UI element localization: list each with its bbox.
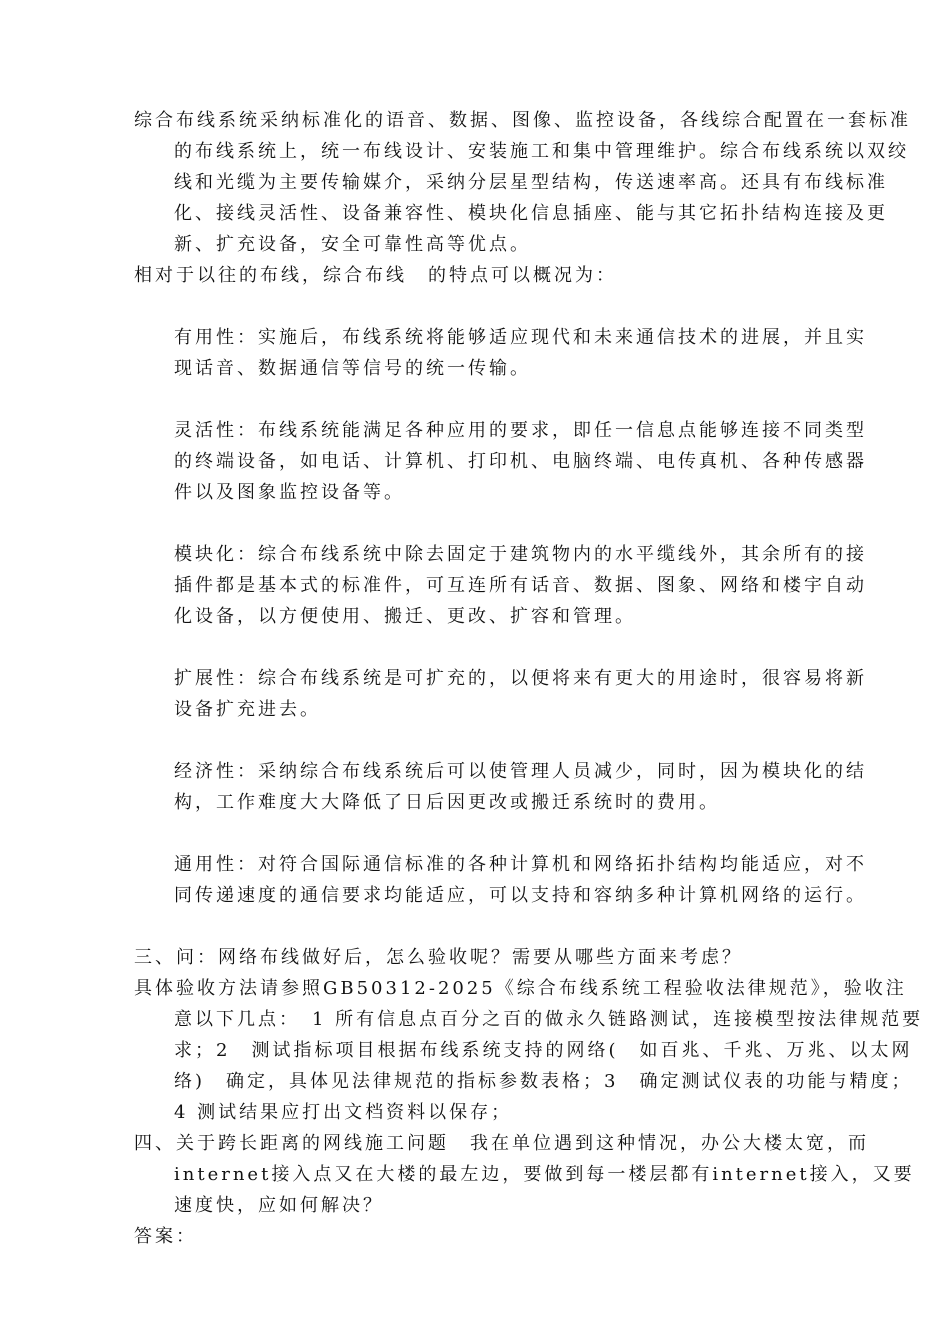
question-4: 四、关于跨长距离的网线施工问题 我在单位遇到这种情况，办公大楼太宽，而internet接入点又在大楼的最左边，要做到每一楼层都有internet接入，又要速度快，应如何解决？	[134, 1133, 915, 1216]
feature-flexibility: 灵活性：布线系统能满足各种应用的要求，即任一信息点能够连接不同类型的终端设备，如电话、计算机、打印机、电脑终端、电传真机、各种传感器件以及图象监控设备等。	[174, 420, 867, 503]
feature-modularity: 模块化：综合布线系统中除去固定于建筑物内的水平缆线外，其余所有的接插件都是基本式的标准件，可互连所有话音、数据、图象、网络和楼宇自动化设备，以方便使用、搬迁、更改、扩容和管理。	[174, 544, 867, 627]
feature-universality: 通用性：对符合国际通信标准的各种计算机和网络拓扑结构均能适应，对不同传递速度的通信要求均能适应，可以支持和容纳多种计算机网络的运行。	[174, 854, 867, 906]
features-heading: 相对于以往的布线，综合布线 的特点可以概况为：	[134, 265, 617, 286]
feature-practicality: 有用性：实施后，布线系统将能够适应现代和未来通信技术的进展，并且实现话音、数据通信等信号的统一传输。	[174, 327, 867, 379]
answer-label: 答案：	[134, 1226, 197, 1247]
question-3-answer: 具体验收方法请参照GB50312-2025《综合布线系统工程验收法律规范》，验收注意以下几点： 1 所有信息点百分之百的做永久链路测试，连接模型按法律规范要求；2 测试指标项目根据布线系统支持的网络( 如百兆、千兆、万兆、以太网络) 确定，具体见法律规范的指标参数表格；3 确定测试仪表的功能与精度； 4 测试结果应打出文档资料以保存；	[134, 978, 925, 1123]
intro-paragraph: 综合布线系统采纳标准化的语音、数据、图像、监控设备，各线综合配置在一套标准的布线系统上，统一布线设计、安装施工和集中管理维护。综合布线系统以双绞线和光缆为主要传输媒介，采纳分层星型结构，传送速率高。还具有布线标准化、接线灵活性、设备兼容性、模块化信息插座、能与其它拓扑结构连接及更新、扩充设备，安全可靠性高等优点。	[134, 110, 911, 255]
feature-economy: 经济性：采纳综合布线系统后可以使管理人员减少，同时，因为模块化的结构，工作难度大大降低了日后因更改或搬迁系统时的费用。	[174, 761, 867, 813]
feature-extensibility: 扩展性：综合布线系统是可扩充的，以便将来有更大的用途时，很容易将新设备扩充进去。	[174, 668, 867, 720]
question-3: 三、问：网络布线做好后，怎么验收呢？需要从哪些方面来考虑？	[134, 947, 743, 968]
